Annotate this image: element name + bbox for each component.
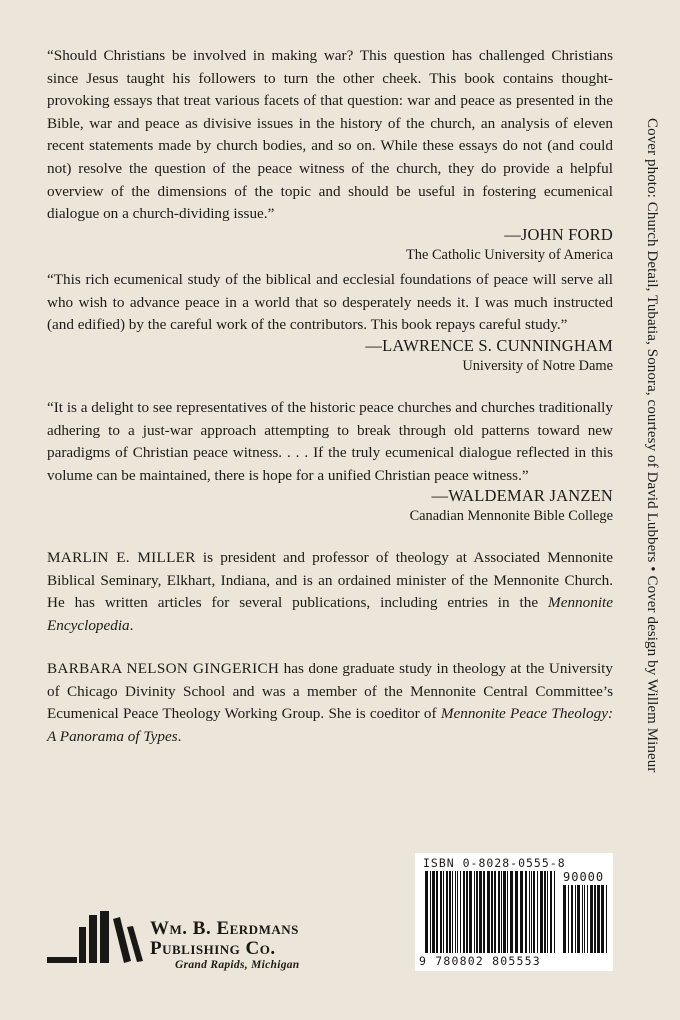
barcode-bar [491,871,493,953]
barcode-bar [606,885,607,953]
author-bio-text: has done graduate study in theology at the University of Chicago Divinity School and was a member of the Mennonite Central Committee’s Ecumenical Peace Theology Working Group. She is coeditor of [47,660,613,723]
price-code: 90000 [563,870,605,884]
barcode-bar [498,871,500,953]
barcode-bar [443,871,444,953]
endorser-institution: Canadian Mennonite Bible College [409,508,613,525]
barcode-bar [544,871,546,953]
publisher-city: Grand Rapids, Michigan [175,959,300,971]
barcode-bar [568,885,569,953]
barcode-bar [503,871,506,953]
endorser-name: —JOHN FORD [504,224,613,244]
barcode-bar [452,871,453,953]
barcode-bar [449,871,451,953]
barcode-bar [577,885,580,953]
barcode-bar [525,871,527,953]
barcode-bar [425,871,428,953]
barcode-bar [547,871,548,953]
barcode-bar [510,871,513,953]
barcode-bar [430,871,431,953]
barcode-bar [476,871,478,953]
barcode-bar [563,885,566,953]
barcode-bar [594,885,596,953]
author-name: BARBARA NELSON GINGERICH [47,660,280,677]
barcode-bar [550,871,552,953]
endorsement-3 [47,397,613,527]
barcode-bar [455,871,456,953]
endorsement-attribution [47,224,613,266]
endorsement-attribution [47,335,613,377]
publisher-logo [47,905,327,975]
barcode-bar [463,871,465,953]
author-bio-italic: Mennonite Peace Theology: A Panorama of Types [47,705,613,745]
barcode-bar [479,871,482,953]
barcode-bar [436,871,438,953]
endorsement-text: “It is a delight to see representatives of the historic peace churches and churches traditionally adhering to a just-war approach attempting to break through old patterns toward new paradigms of Christian peace witness. . . . If the truly ecumenical dialogue reflected in this volume can be maintained, there is hope for a unified Christian peace witness.” [47,399,613,484]
endorsement-1 [47,45,613,266]
endorser-name: —WALDEMAR JANZEN [431,486,613,506]
barcode-bar [575,885,576,953]
barcode-bar [533,871,535,953]
barcode-bar [466,871,468,953]
endorsement-text: “This rich ecumenical study of the biblical and ecclesial foundations of peace will serve all who wish to advance peace in a world that so desperately needs it. I was much instructed (and edified) by the careful work of the contributors. This book repays careful study.” [47,271,613,334]
barcode-bar [501,871,502,953]
barcode-bar [590,885,593,953]
author-bio-tail: . [177,727,182,745]
endorser-institution: University of Notre Dame [462,357,613,374]
barcode-bar [571,885,573,953]
barcode-bar [474,871,475,953]
cover-credit: Cover photo: Church Detail, Tubatia, Sonora, courtesy of David Lubbers • Cover design by Willem Mineur [644,118,660,773]
barcode-bar [520,871,523,953]
isbn-barcode [415,853,613,971]
author-name: MARLIN E. MILLER [47,549,196,566]
barcode-bar [460,871,461,953]
publisher-name-line2: Publishing Co. [150,938,276,959]
barcode-bar [515,871,518,953]
barcode-bar [540,871,543,953]
barcode-bar [584,885,585,953]
author-bio-1 [47,547,613,637]
barcode-bar [483,871,485,953]
barcode-bar [432,871,435,953]
barcode-bar [582,885,583,953]
barcode-bar [597,885,600,953]
isbn-label: ISBN 0-8028-0555-8 [423,856,566,870]
endorsement-attribution [47,485,613,527]
ean-number: 9 780802 805553 [419,954,541,968]
barcode-bar [440,871,442,953]
barcode-bar [507,871,508,953]
barcode-bar [469,871,472,953]
publisher-name-line1: Wm. B. Eerdmans [150,918,299,939]
endorser-institution: The Catholic University of America [405,246,613,263]
barcode-bar [554,871,555,953]
publisher-books-icon [47,905,157,975]
barcode-bar [601,885,604,953]
barcode-bar [537,871,538,953]
barcode-bar [531,871,532,953]
endorsement-text: “Should Christians be involved in making war? This question has challenged Christians since Jesus taught his followers to turn the other cheek. This book contains thought-provoking essays that treat various facets of that question: war and peace as presented in the Bible, war and peace as divisive issues in the history of the church, an analysis of eleven recent statements made by church bodies, and so on. While these essays do not (and could not) resolve the question of the peace witness of the church, they do provide a helpful overview of the dimensions of the topic and should be useful in fostering ecumenical dialogue on a church-dividing issue.” [47,47,613,223]
barcode-bar [494,871,496,953]
author-bio-tail: . [129,616,134,634]
endorser-name: —LAWRENCE S. CUNNINGHAM [365,335,613,355]
barcode-bar [446,871,448,953]
author-bio-italic: Mennonite Encyclopedia [47,594,613,634]
barcode-bar [529,871,530,953]
author-bio-text: is president and professor of theology at Associated Mennonite Biblical Seminary, Elkhart, Indiana, and is an ordained minister of the Mennonite Church. He has written articles for several publications, including entries in the [47,549,613,612]
barcode-bar [457,871,458,953]
barcode-bar [587,885,588,953]
author-bio-2 [47,658,613,748]
barcode-bar [487,871,490,953]
endorsement-2 [47,269,613,377]
